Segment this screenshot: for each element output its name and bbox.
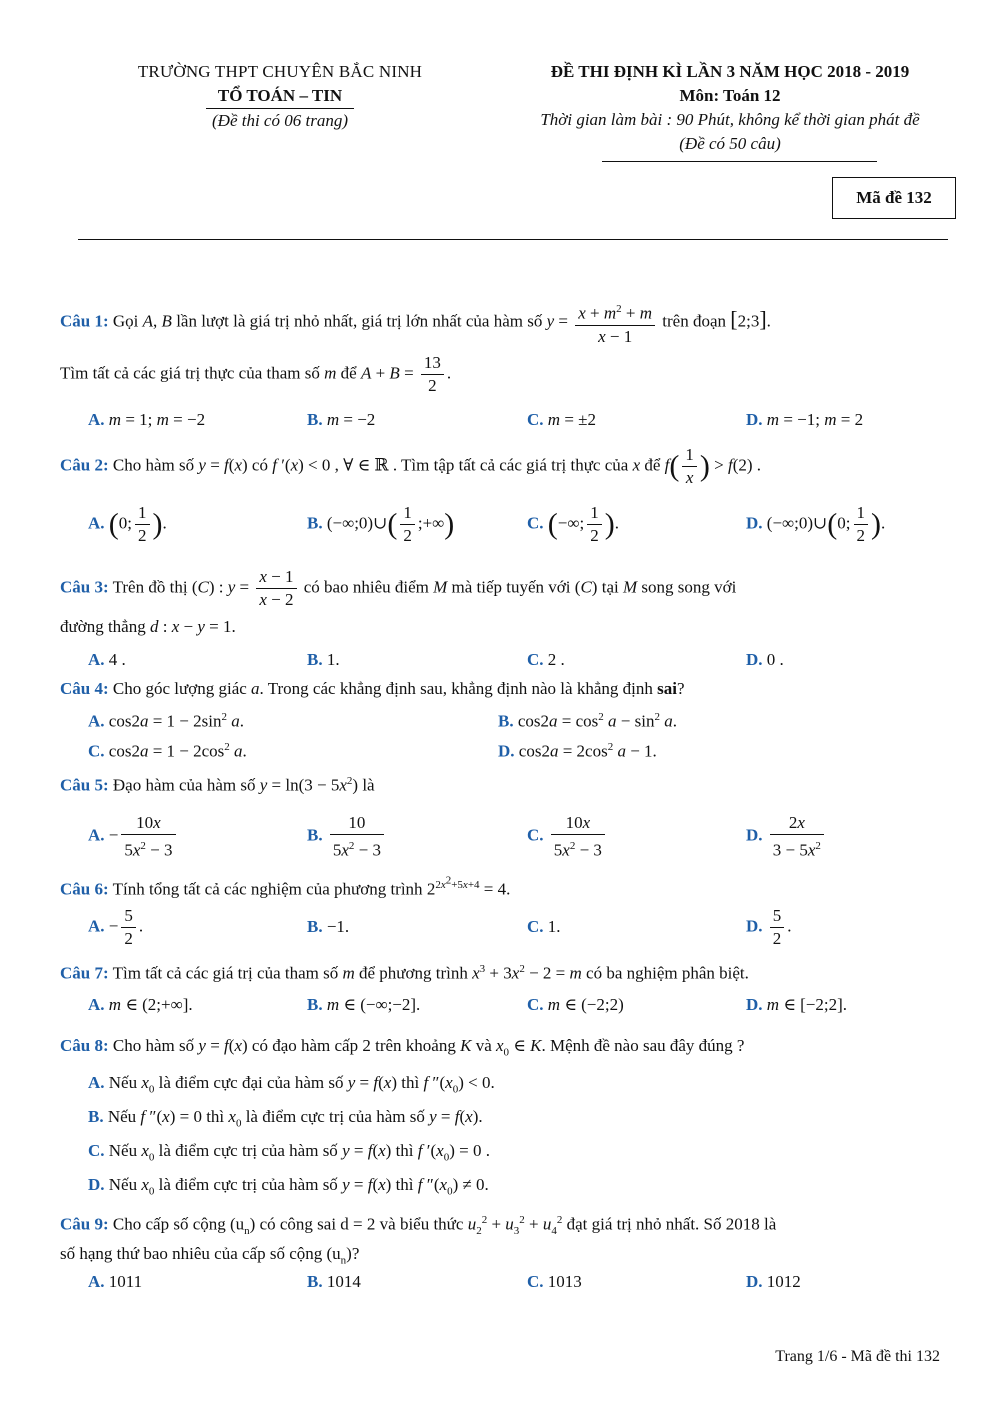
q9-option-c[interactable]: C. 1013 — [527, 1272, 582, 1291]
q8-option-c[interactable]: C. Nếu $x_0$ là điểm cực trị của hàm số y = f(x) thì f $'(x_0) = 0$ . — [88, 1141, 490, 1164]
question-8: Câu 8: Cho hàm số y = f(x) có đạo hàm cấp 2 trên khoảng K và $x_0$ ∈ K. Mệnh đề nào sau đây đúng ? — [60, 1036, 745, 1059]
q1-option-b[interactable]: B. m = −2 — [307, 410, 376, 429]
page-footer: Trang 1/6 - Mã đề thi 132 — [775, 1348, 940, 1365]
q4-option-b[interactable]: B. $\cos 2a = \cos^2 a - \sin^2 a$. — [498, 711, 677, 731]
school-name: TRƯỜNG THPT CHUYÊN BẮC NINH — [137, 62, 423, 81]
q4-option-a[interactable]: A. $\cos 2a = 1 - 2\sin^2$ a. — [88, 711, 244, 731]
question-count: (Đề có 50 câu) — [679, 134, 781, 153]
exam-code-box: Mã đề 132 — [832, 177, 956, 219]
q7-option-b[interactable]: B. m ∈ (−∞;−2]. — [307, 995, 421, 1014]
q2-option-a[interactable]: A. (0; $\frac{1}{2}$ ). — [88, 503, 167, 545]
q7-option-a[interactable]: A. m ∈ (2;+∞]. — [88, 995, 193, 1014]
q1-option-d[interactable]: D. m = −1; m = 2 — [746, 410, 864, 429]
math-fraction: $\frac{x + m^2 + m}{x - 1}$ — [575, 298, 655, 348]
q8-option-a[interactable]: A. Nếu $x_0$ là điểm cực đại của hàm số y = f(x) thì f $''(x_0) < 0$. — [88, 1073, 495, 1096]
exam-header — [490, 60, 970, 156]
q9-option-d[interactable]: D. 1012 — [746, 1272, 801, 1291]
school-header — [100, 60, 460, 133]
question-4: Câu 4: Cho góc lượng giác a. Trong các khẳng định sau, khẳng định nào là khẳng định sai? — [60, 679, 685, 698]
page-divider — [78, 239, 948, 240]
q9-option-b[interactable]: B. 1014 — [307, 1272, 361, 1291]
question-2: Câu 2: Cho hàm số y = f(x) có f ′(x) < 0 , ∀ ∈ ℝ . Tìm tập tất cả các giá trị thực của x để f( $\frac{1}{x}$ ) > f(2) . — [60, 445, 762, 487]
q5-option-d[interactable]: D. $\frac{2x}{3 - 5x^2}$ — [746, 812, 827, 862]
exam-subject: Môn: Toán 12 — [679, 86, 781, 105]
question-1: Câu 1: Gọi A, B lần lượt là giá trị nhỏ nhất, giá trị lớn nhất của hàm số y = $\frac{x + m^2 + m}{x - 1}$ trên đoạn [2;3]. — [60, 298, 771, 348]
q3-option-d[interactable]: D. 0 . — [746, 650, 784, 669]
q5-option-b[interactable]: B. $\frac{10}{5x^2 - 3}$ — [307, 812, 387, 862]
question-7: Câu 7: Tìm tất cả các giá trị của tham số m để phương trình $x^3 + 3x^2 - 2 = m$ có ba nghiệm phân biệt. — [60, 963, 749, 983]
q1-option-c[interactable]: C. m = ±2 — [527, 410, 596, 429]
q3-option-c[interactable]: C. 2 . — [527, 650, 565, 669]
q3-option-a[interactable]: A. 4 . — [88, 650, 126, 669]
question-6: Câu 6: Tính tổng tất cả các nghiệm của phương trình $2^{2x^2+5x+4} = 4$. — [60, 874, 511, 899]
q4-option-c[interactable]: C. $\cos 2a = 1 - 2\cos^2$ a. — [88, 741, 247, 761]
question-label: Câu 1: — [60, 311, 109, 331]
q4-option-d[interactable]: D. $\cos 2a = 2\cos^2$ a − 1. — [498, 741, 657, 761]
pages-note: (Đề thi có 06 trang) — [212, 111, 348, 130]
q8-option-d[interactable]: D. Nếu $x_0$ là điểm cực trị của hàm số y = f(x) thì f $''(x_0) \ne 0$. — [88, 1175, 489, 1198]
q2-option-d[interactable]: D. (−∞;0)∪(0; $\frac{1}{2}$ ). — [746, 503, 886, 545]
q3-option-b[interactable]: B. 1. — [307, 650, 340, 669]
question-3-cont: đường thẳng d : x − y = 1. — [60, 617, 236, 636]
question-3: Câu 3: Trên đồ thị (C) : y = $\frac{x - 1}{x - 2}$ có bao nhiêu điểm M mà tiếp tuyến với (C) tại M song song với — [60, 567, 737, 609]
q5-option-a[interactable]: A. − $\frac{10x}{5x^2 - 3}$ — [88, 812, 179, 862]
q7-option-d[interactable]: D. m ∈ [−2;2]. — [746, 995, 848, 1014]
q8-option-b[interactable]: B. Nếu f ″(x) = 0 thì $x_0$ là điểm cực trị của hàm số y = f(x). — [88, 1107, 483, 1130]
q6-option-a[interactable]: A. − $\frac{5}{2}$ . — [88, 906, 144, 948]
exam-time: Thời gian làm bài : 90 Phút, không kể thời gian phát đề — [540, 110, 920, 129]
q9-option-a[interactable]: A. 1011 — [88, 1272, 143, 1291]
q2-option-b[interactable]: B. (−∞;0)∪( $\frac{1}{2}$ ;+∞) — [307, 503, 455, 545]
q6-option-b[interactable]: B. −1. — [307, 917, 350, 936]
question-5: Câu 5: Đạo hàm của hàm số $y = \ln(3 - 5x^2)$ là — [60, 775, 375, 795]
q7-option-c[interactable]: C. m ∈ (−2;2) — [527, 995, 624, 1014]
exam-title: ĐỀ THI ĐỊNH KÌ LẦN 3 NĂM HỌC 2018 - 2019 — [550, 62, 910, 81]
question-9: Câu 9: Cho cấp số cộng $(u_n)$ có công sai d = 2 và biểu thức $u_2^2 + u_3^2 + u_4^2$ đạt giá trị nhỏ nhất. Số 2018 là — [60, 1214, 777, 1238]
q5-option-c[interactable]: C. $\frac{10x}{5x^2 - 3}$ — [527, 812, 608, 862]
question-1-cont: Tìm tất cả các giá trị thực của tham số m để A + B = $\frac{13}{2}$ . — [60, 353, 452, 395]
q6-option-d[interactable]: D. $\frac{5}{2}$ . — [746, 906, 792, 948]
q2-option-c[interactable]: C. (−∞; $\frac{1}{2}$ ). — [527, 503, 619, 545]
question-9-cont: số hạng thứ bao nhiêu của cấp số cộng $(u_n)$? — [60, 1244, 360, 1267]
q1-option-a[interactable]: A. m = 1; m = −2 — [88, 410, 206, 429]
header-divider — [602, 161, 877, 162]
department-name: TỔ TOÁN – TIN — [206, 84, 354, 109]
q6-option-c[interactable]: C. 1. — [527, 917, 561, 936]
